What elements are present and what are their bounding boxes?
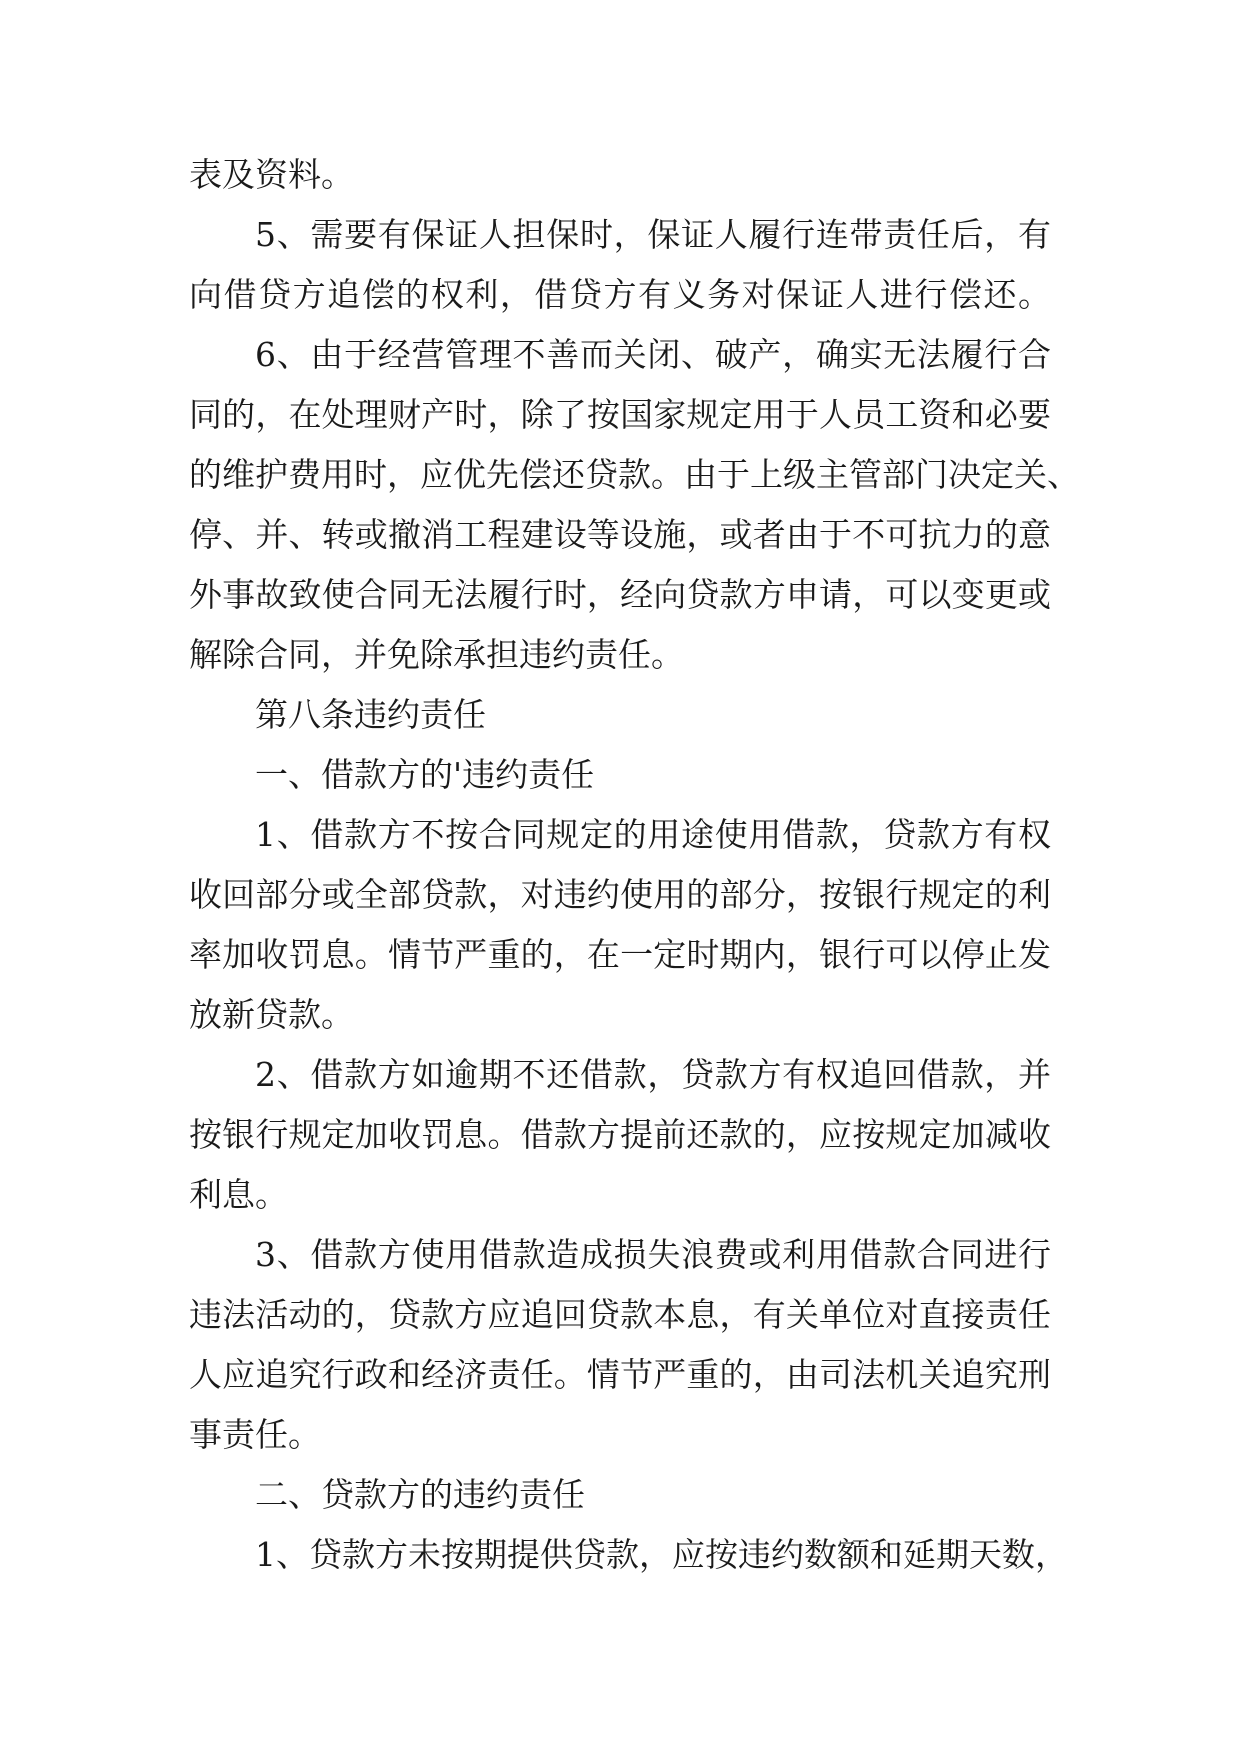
borrower-item-3-line-2: 违法活动的，贷款方应追回贷款本息，有关单位对直接责任: [189, 1295, 1051, 1334]
paragraph-6-line-2: 同的，在处理财产时，除了按国家规定用于人员工资和必要: [189, 395, 1051, 434]
borrower-item-1-line-4: 放新贷款。: [189, 995, 354, 1034]
borrower-item-2-line-3: 利息。: [189, 1175, 288, 1214]
lender-item-1-line-1: 1、贷款方未按期提供贷款，应按违约数额和延期天数，: [255, 1535, 1068, 1574]
borrower-item-1-line-1: 1、借款方不按合同规定的用途使用借款，贷款方有权: [255, 815, 1051, 854]
paragraph-6-line-6: 解除合同，并免除承担违约责任。: [189, 635, 684, 674]
paragraph-6-line-3: 的维护费用时，应优先偿还贷款。由于上级主管部门决定关、: [189, 455, 1080, 494]
subsection-heading-lender: 二、贷款方的违约责任: [255, 1475, 585, 1514]
paragraph-6-line-4: 停、并、转或撤消工程建设等设施，或者由于不可抗力的意: [189, 515, 1051, 554]
borrower-item-3-line-1: 3、借款方使用借款造成损失浪费或利用借款合同进行: [255, 1235, 1051, 1274]
paragraph-6-line-5: 外事故致使合同无法履行时，经向贷款方申请，可以变更或: [189, 575, 1051, 614]
borrower-item-3-line-4: 事责任。: [189, 1415, 321, 1454]
borrower-item-3-line-3: 人应追究行政和经济责任。情节严重的，由司法机关追究刑: [189, 1355, 1051, 1394]
section-heading: 第八条违约责任: [255, 695, 486, 734]
subsection-heading-borrower: 一、借款方的'违约责任: [255, 755, 595, 794]
borrower-item-2-line-1: 2、借款方如逾期不还借款，贷款方有权追回借款，并: [255, 1055, 1051, 1094]
borrower-item-2-line-2: 按银行规定加收罚息。借款方提前还款的，应按规定加减收: [189, 1115, 1051, 1154]
borrower-item-1-line-2: 收回部分或全部贷款，对违约使用的部分，按银行规定的利: [189, 875, 1051, 914]
paragraph-5-line-1: 5、需要有保证人担保时，保证人履行连带责任后，有: [255, 215, 1051, 254]
paragraph-5-line-2: 向借贷方追偿的权利，借贷方有义务对保证人进行偿还。: [189, 275, 1051, 314]
text-line: 表及资料。: [189, 155, 354, 194]
borrower-item-1-line-3: 率加收罚息。情节严重的，在一定时期内，银行可以停止发: [189, 935, 1051, 974]
paragraph-6-line-1: 6、由于经营管理不善而关闭、破产，确实无法履行合: [255, 335, 1051, 374]
